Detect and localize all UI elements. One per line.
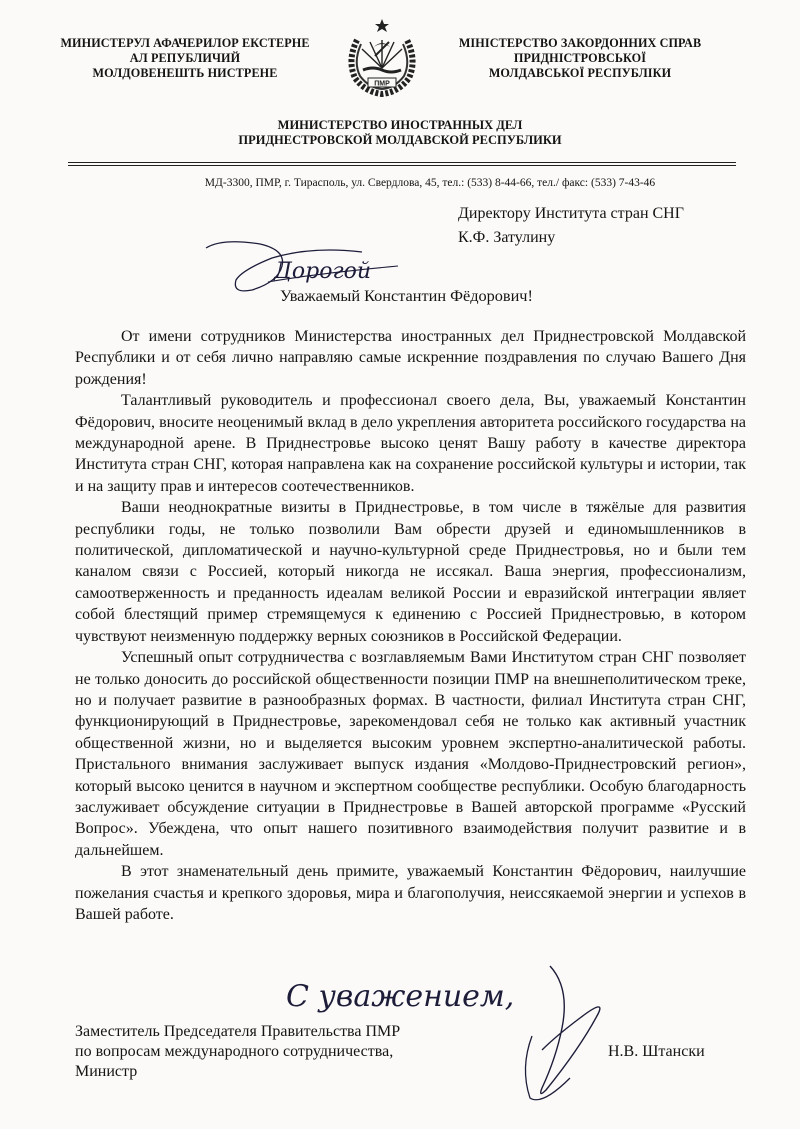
header-right-line: МІНІСТЕРСТВО ЗАКОРДОННИХ СПРАВ: [458, 36, 702, 50]
header-right-line: МОЛДАВСЬКОЇ РЕСПУБЛІКИ: [488, 66, 672, 80]
body-paragraph: В этот знаменательный день примите, уважаемый Константин Фёдорович, наилучшие пожелания счастья и крепкого здоровья, мира и благополучия, неиссякаемой энергии и успехов в Вашей работе.: [75, 863, 746, 923]
addressee-line: К.Ф. Затулину: [458, 229, 556, 246]
header-divider: [68, 162, 736, 166]
signoff-title: [75, 1022, 400, 1082]
coat-ribbon-text: ПМР: [374, 80, 390, 88]
header-center-russian: [150, 118, 650, 148]
header-left-line: АЛ РЕПУБЛИЧИЙ: [129, 51, 241, 65]
coat-of-arms-icon: [343, 18, 421, 98]
header-center-line: ПРИДНЕСТРОВСКОЙ МОЛДАВСКОЙ РЕСПУБЛИКИ: [238, 133, 562, 147]
ministry-address: МД-3300, ПМР, г. Тирасполь, ул. Свердлова, 45, тел.: (533) 8-44-66, тел./ факс: (533) 7-43-46: [204, 177, 656, 189]
header-left-line: МИНИСТЕРУЛ АФАЧЕРИЛОР ЕКСТЕРНЕ: [60, 36, 310, 50]
body-paragraph: Талантливый руководитель и профессионал своего дела, Вы, уважаемый Константин Фёдорович, вносите неоценимый вклад в дело укрепления авторитета российского государства на международной арене. В Приднестровье высоко ценят Вашу работу в качестве директора Института стран СНГ, которая направлена как на сохранение российской культуры и истории, так и на защиту прав и интересов соотечественников.: [75, 392, 746, 495]
header-left-moldovan: [50, 36, 320, 81]
body-paragraph: От имени сотрудников Министерства иностранных дел Приднестровской Молдавской Республики и от себя лично направляю самые искренние поздравления по случаю Вашего Дня рождения!: [75, 328, 746, 388]
body-paragraph: Успешный опыт сотрудничества с возглавляемым Вами Институтом стран СНГ позволяет не только доносить до российской общественности позиции ПМР на внешнеполитическом треке, но и получает развитие в разнообразных формах. В частности, филиал Института стран СНГ, функционирующий в Приднестровье, зарекомендовал себя не только как активный участник общественной жизни, но и выделяется высоким уровнем экспертно-аналитической работы. Пристального внимания заслуживает выпуск издания «Молдово-Приднестровский регион», который высоко ценится в научном и экспертном сообществе республики. Особую благодарность заслуживает обсуждение ситуации в Приднестровье в Вашей авторской программе «Русский Вопрос». Убеждена, что опыт нашего позитивного взаимодействия получит развитие и в дальнейшем.: [75, 649, 746, 859]
signoff-line: по вопросам международного сотрудничества,: [75, 1043, 394, 1060]
addressee-block: [458, 202, 684, 250]
salutation: Уважаемый Константин Фёдорович!: [280, 286, 533, 305]
header-right-ukrainian: [445, 36, 715, 81]
addressee-line: Директору Института стран СНГ: [458, 205, 684, 222]
body-paragraph: Ваши неоднократные визиты в Приднестровье, в том числе в тяжёлые для развития республики годы, не только позволили Вам обрести друзей и единомышленников в политической, дипломатической и научно-культурной среде Приднестровья, но и были тем каналом связи с Россией, который никогда не иссякал. Ваша энергия, профессионализм, самоотверженность и преданность идеалам великой России и евразийской интеграции являет собой блестящий пример стремящемуся к единению с Россией Приднестровью, в котором чувствуют неизменную поддержку верных союзников в Российской Федерации.: [75, 499, 746, 645]
closing-phrase: С уважением,: [286, 979, 515, 1014]
header-right-line: ПРИДНІСТРОВСЬКОЇ: [513, 51, 647, 65]
signoff-line: Заместитель Председателя Правительства ПМР: [75, 1023, 401, 1040]
signer-name: Н.В. Штански: [608, 1043, 705, 1060]
signoff-line: Министр: [75, 1063, 138, 1080]
header-left-line: МОЛДОВЕНЕШТЬ НИСТРЕНЕ: [92, 66, 278, 80]
header-center-line: МИНИСТЕРСТВО ИНОСТРАННЫХ ДЕЛ: [277, 118, 523, 132]
letter-body: [75, 326, 746, 925]
greeting-word: Дорогой: [274, 259, 371, 284]
